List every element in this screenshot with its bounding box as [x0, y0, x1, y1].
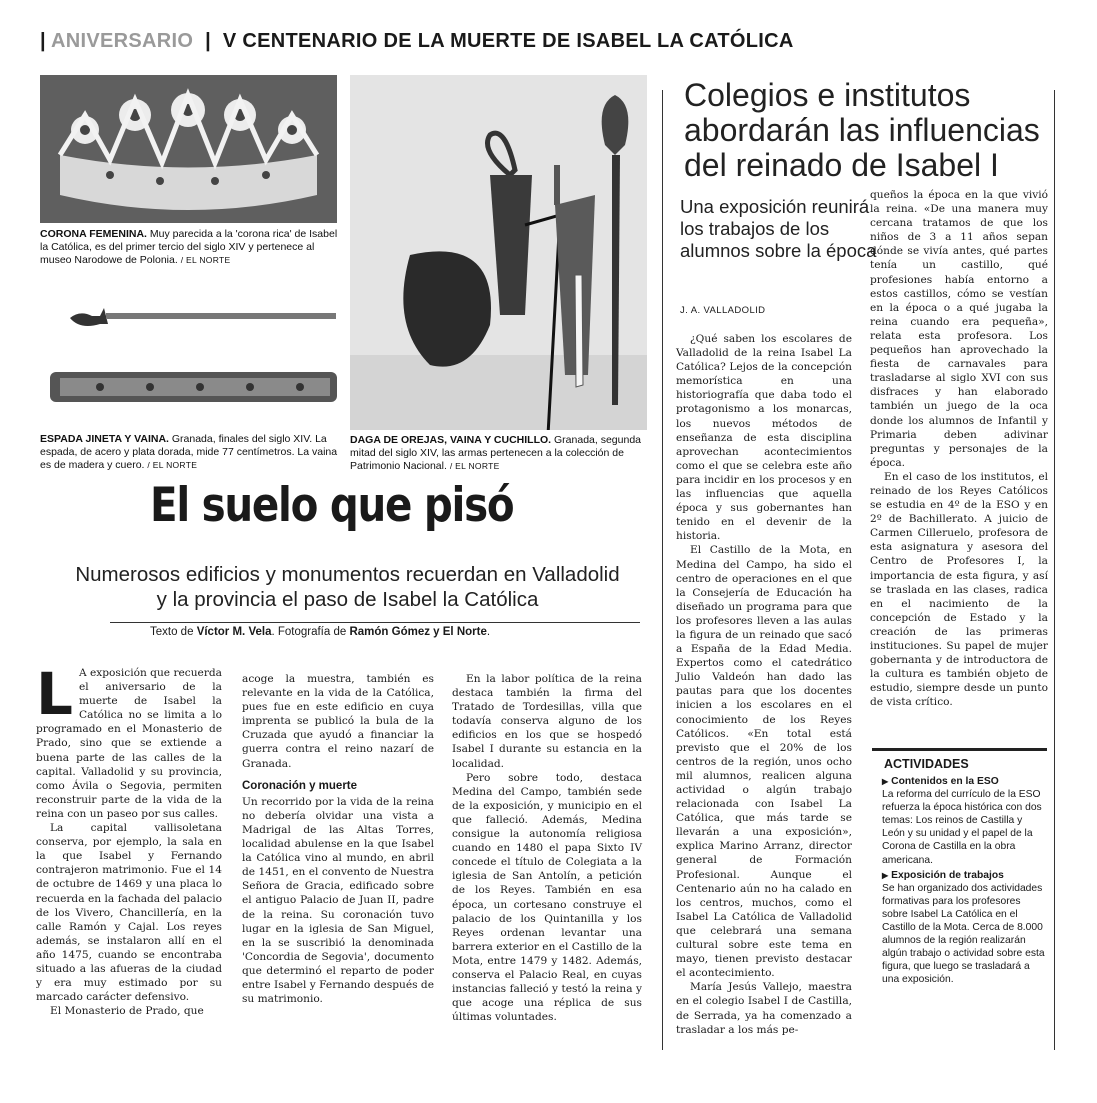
side-article-author: J. A. VALLADOLID [680, 305, 766, 316]
article-column-2: acoge la muestra, también es relevante en la vida de la Católica, pues fue en este edificio en cuya imprenta se publicó la bula de la Cruzada que ayudó a financiar la guerra contra el reino nazarí de Granada. Coronación y muerte Un recorrido por la vida de la reina no debería olvidar una vista a Madrigal de las Altas Torres, localidad abulense en la que Isabel la Católica vino al mundo, en abril de 1451, en el convento de Nuestra Señora de Gracia, edificado sobre el antiguo Palacio de Juan II, padre de la reina. Su coronación tuvo lugar en la iglesia de San Miguel, en la se suscribió la denominada 'Concordia de Segovia', documento que determinó el reparto de poder entre Isabel y Fernando después de su matrimonio. [242, 673, 434, 1006]
side-article-subtitle: Una exposición reunirá los trabajos de los alumnos sobre la época [680, 196, 877, 261]
activity-item: ▶ Exposición de trabajos Se han organizado dos actividades formativas para los profesores sobre Isabel La Católica en el Castillo de la Mota. Cerca de 8.000 alumnos de la región realizarán algún trabajo o actividad sobre esta figura, que luego se trasladará a una exposición. [872, 869, 1047, 987]
article-title: El suelo que pisó [150, 478, 514, 533]
dagger-photo [350, 75, 647, 430]
side-column-2: queños la época en la que vivió la reina. «De una manera muy cercana tratamos de que los niños de 3 a 11 años sepan dónde se vivía antes, qué partes tenía un castillo, qué profesiones había entorno a estos castillos, cómo se vestían en la época o a qué jugaba la reina cuando era pequeña», relata esta profesora. Los pequeños han aprovechado la fiesta de carnavales para trasladarse al siglo XVI con sus disfraces y han elaborado también un juego de la oca donde los alumnos de Infantil y Primaria deben adivinar preguntas y personajes de la época. En el caso de los institutos, el reinado de los Reyes Católicos se estudia en 4º de la ESO y en 2º de Bachillerato. A juicio de Carmen Cilleruelo, profesora de esta asignatura y asesora del Centro de Profesores I, la importancia de esta figura, y así se traslada en las clases, radica en el nacimiento de la concepción de Estado y la creación de las primeras instituciones. Su papel de mujer gobernanta y de introductora de la cultura es también objeto de estudio, siempre desde un punto de vista crítico. [870, 189, 1048, 709]
drop-cap: L [36, 660, 73, 728]
side-article-title: Colegios e institutos abordarán las influencias del reinado de Isabel I [684, 77, 1040, 183]
crown-caption: CORONA FEMENINA. Muy parecida a la 'corona rica' de Isabel la Católica, es del primer tercio del siglo XIV y pertenece al museo Narodowe de Polonia. / EL NORTE [40, 228, 338, 266]
activity-item: ▶ Contenidos en la ESO La reforma del currículo de la ESO refuerza la época histórica con dos temas: Los reinos de Castilla y León y su unidad y el papel de la Corona de Castilla en la obra americana. [872, 775, 1047, 867]
activities-heading: ACTIVIDADES [872, 748, 1047, 775]
crown-photo [40, 75, 337, 223]
article-column-1: L A exposición que recuerda el aniversario de la muerte de Isabel la Católica no se limita a lo programado en el Monasterio de Prado, sino que se extiende a buena parte de las calles de la capital. Valladolid y su provincia, como Ávila o Segovia, permiten reconstruir parte de la vida de la reina con un paseo por sus calles. La capital vallisoletana conserva, por ejemplo, la sala en la que Isabel y Fernando contrajeron matrimonio. Fue el 14 de octubre de 1469 y una placa lo recuerda en la fachada del palacio de los Vivero, Chancillería, en la calle Ramón y Cajal. Los reyes además, se instalaron allí en el año 1475, cuando se encontraba situado a las afueras de la ciudad y era muy estimado por su marcado carácter defensivo. El Monasterio de Prado, que [36, 660, 222, 1018]
article-subtitle: Numerosos edificios y monumentos recuerdan en Valladolid y la provincia el paso de Isabel la Católica [75, 563, 620, 611]
sword-caption: ESPADA JINETA Y VAINA. Granada, finales del siglo XIV. La espada, de acero y plata dorada, mide 77 centímetros. La vaina es de madera y cuero. / EL NORTE [40, 433, 338, 471]
side-column-1: ¿Qué saben los escolares de Valladolid de la reina Isabel La Católica? Lejos de la concepción memorística en una historiografía que daba todo el protagonismo a los monarcas, los nuevos métodos de enseñanza de esta disciplina aprovechan acontecimientos como el que se celebra este año para incidir en los procesos y en las influencias que aquella época y sus gobernantes han tenido en el devenir de la historia. El Castillo de la Mota, en Medina del Campo, ha sido el centro de operaciones en el que la Consejería de Educación ha diseñado un programa para que los profesores lleven a las aulas la figura de un reinado que sacó a España de la Edad Media. Expertos como el catedrático Julio Valdeón han dado las pautas para que los docentes inicien a los escolares en el conocimiento de los Reyes Católicos. «En total está previsto que el 20% de los centros de la región, unos ocho mil alumnos, realicen alguna actividad o algún trabajo relacionada con Isabel La Católica, que más tarde se llevarán a una exposición», explica Marino Arranz, director general de Formación Profesional. Aunque el Centenario aún no ha calado en los centros, muchos, como el Isabel La Católica de Valladolid que celebrará una semana cultural sobre este tema en mayo, tienen previsto destacar el acontecimiento. María Jesús Vallejo, maestra en el colegio Isabel I de Castilla, de Serrada, ya ha comenzado a trasladar a los más pe- [676, 333, 852, 1036]
dagger-caption: DAGA DE OREJAS, VAINA Y CUCHILLO. Granada, segunda mitad del siglo XIV, las armas pertenecen a la colección de Patrimonio Nacional. / EL NORTE [350, 434, 641, 472]
dagger-icon [350, 75, 647, 430]
section-divider [662, 90, 663, 1050]
subheading: Coronación y muerte [242, 779, 358, 792]
byline: Texto de Víctor M. Vela. Fotografía de Ramón Gómez y El Norte. [150, 626, 491, 638]
section-label: ANIVERSARIO [51, 30, 194, 52]
activities-box [872, 748, 1047, 989]
article-column-3: En la labor política de la reina destaca también la firma del Tratado de Tordesillas, villa que todavía conserva alguno de los edificios en los que se hospedó Isabel I durante su estancia en la localidad. Pero sobre todo, destaca Medina del Campo, también sede de la exposición, y municipio en el que falleció. Además, Medina consigue la autonomía religiosa cuando en 1480 el papa Sixto IV concede el título de Colegiata a la iglesia de San Antolín, a petición de los Reyes. También en esa época, un cortesano construye el palacio de los Quintanilla y los Reyes ordenan levantar una barrera exterior en el Castillo de la Mota, entre 1479 y 1482. Además, conserva el Palacio Real, en cuyas instancias falleció y testó la reina y que acoge una réplica de sus últimas voluntades. [452, 673, 642, 1024]
sword-icon [40, 288, 337, 428]
right-edge-rule [1054, 90, 1055, 1050]
section-header: | ANIVERSARIO | V CENTENARIO DE LA MUERTE DE ISABEL LA CATÓLICA [40, 30, 794, 52]
crown-icon [40, 75, 337, 223]
byline-rule [110, 622, 640, 623]
sword-photo [40, 288, 337, 428]
header-title: V CENTENARIO DE LA MUERTE DE ISABEL LA CATÓLICA [222, 30, 794, 52]
